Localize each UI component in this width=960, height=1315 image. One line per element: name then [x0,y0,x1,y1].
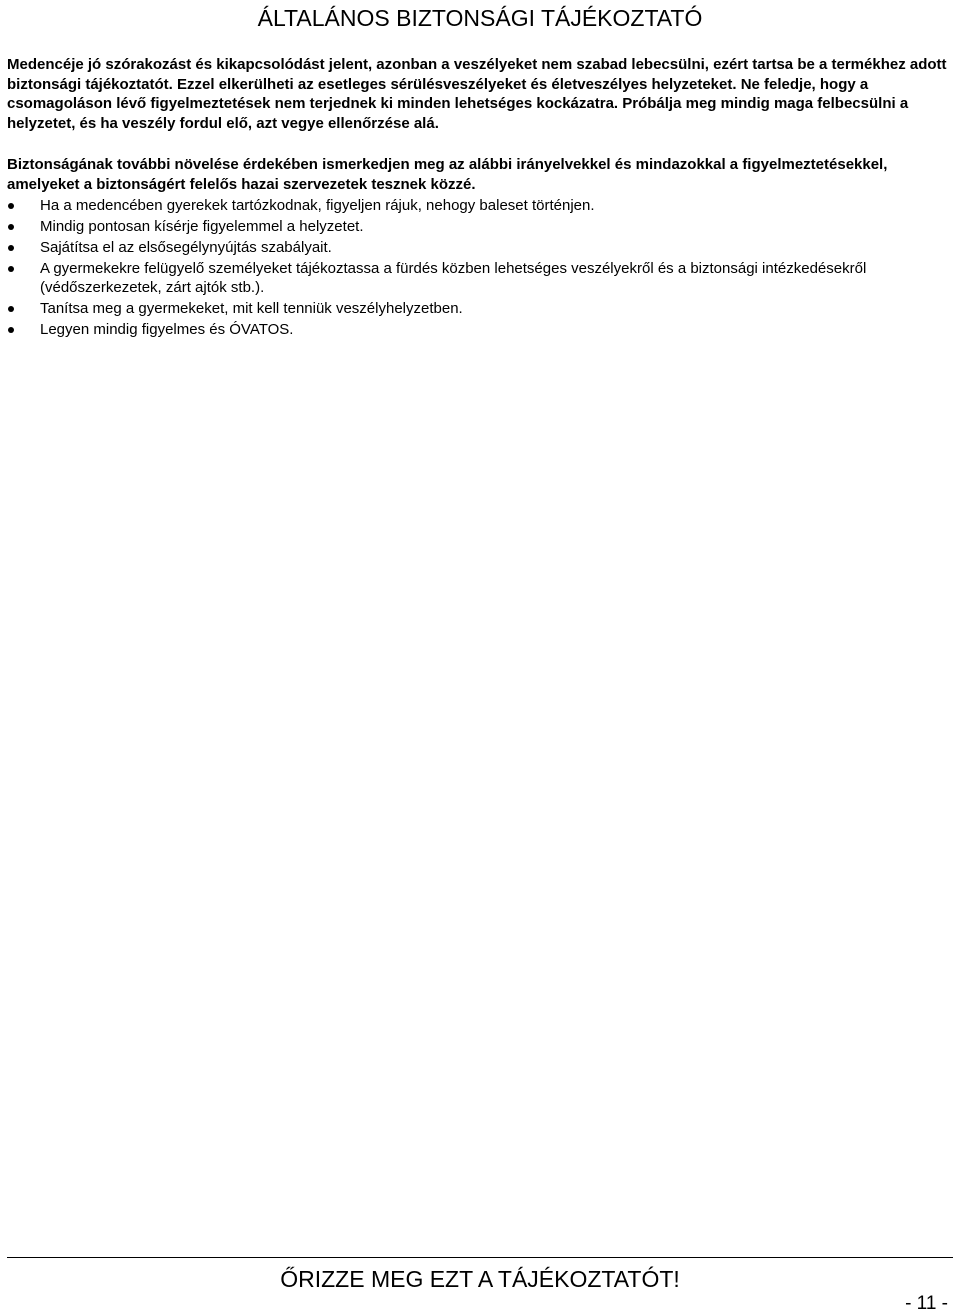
tip-text: Sajátítsa el az elsősegélynyújtás szabályait. [40,238,332,256]
footer-divider [7,1257,953,1258]
list-item [7,320,953,340]
list-item [7,217,953,237]
list-item [7,259,953,298]
tip-text: Tanítsa meg a gyermekeket, mit kell tenniük veszélyhelyzetben. [40,299,463,317]
bullet-icon [8,203,14,209]
tip-text: Legyen mindig figyelmes és ÓVATOS. [40,320,294,338]
safety-tip-list [7,196,953,339]
tip-text: A gyermekekre felügyelő személyeket tájékoztassa a fürdés közben lehetséges veszélyekről és a biztonsági intézkedésekről (védőszerkezetek, zárt ajtók stb.). [40,259,867,297]
tip-text: Ha a medencében gyerekek tartózkodnak, figyeljen rájuk, nehogy baleset történjen. [40,197,595,215]
list-item [7,238,953,258]
page-title: ÁLTALÁNOS BIZTONSÁGI TÁJÉKOZTATÓ [257,5,703,31]
safety-guidelines [7,155,953,340]
intro-paragraph: Medencéje jó szórakozást és kikapcsolódást jelent, azonban a veszélyeket nem szabad lebecsülni, ezért tartsa be a termékhez adott biztonsági tájékoztatót. Ezzel elkerülheti az esetleges sérülésveszélyeket és életveszélyes helyzeteket. Ne feledje, hogy a csomagoláson lévő figyelmeztetések nem terjednek ki minden lehetséges kockázatra. Próbálja meg mindig maga felbecsülni a helyzetet, és ha veszély fordul elő, azt vegye ellenőrzése alá. [7,56,947,132]
bullet-icon [8,327,14,333]
list-item [7,196,953,216]
footer-notice: ŐRIZZE MEG EZT A TÁJÉKOZTATÓT! [280,1266,680,1292]
safety-lead-paragraph: Biztonságának további növelése érdekében ismerkedjen meg az alábbi irányelvekkel és mindazokkal a figyelmeztetésekkel, amelyeket a biztonságért felelős hazai szervezetek tesznek közzé. [7,156,888,193]
bullet-icon [8,224,14,230]
tip-text: Mindig pontosan kísérje figyelemmel a helyzetet. [40,217,364,235]
bullet-icon [8,245,14,251]
page-number: - 11 - [905,1293,948,1314]
bullet-icon [8,306,14,312]
bullet-icon [8,266,14,272]
list-item [7,299,953,319]
